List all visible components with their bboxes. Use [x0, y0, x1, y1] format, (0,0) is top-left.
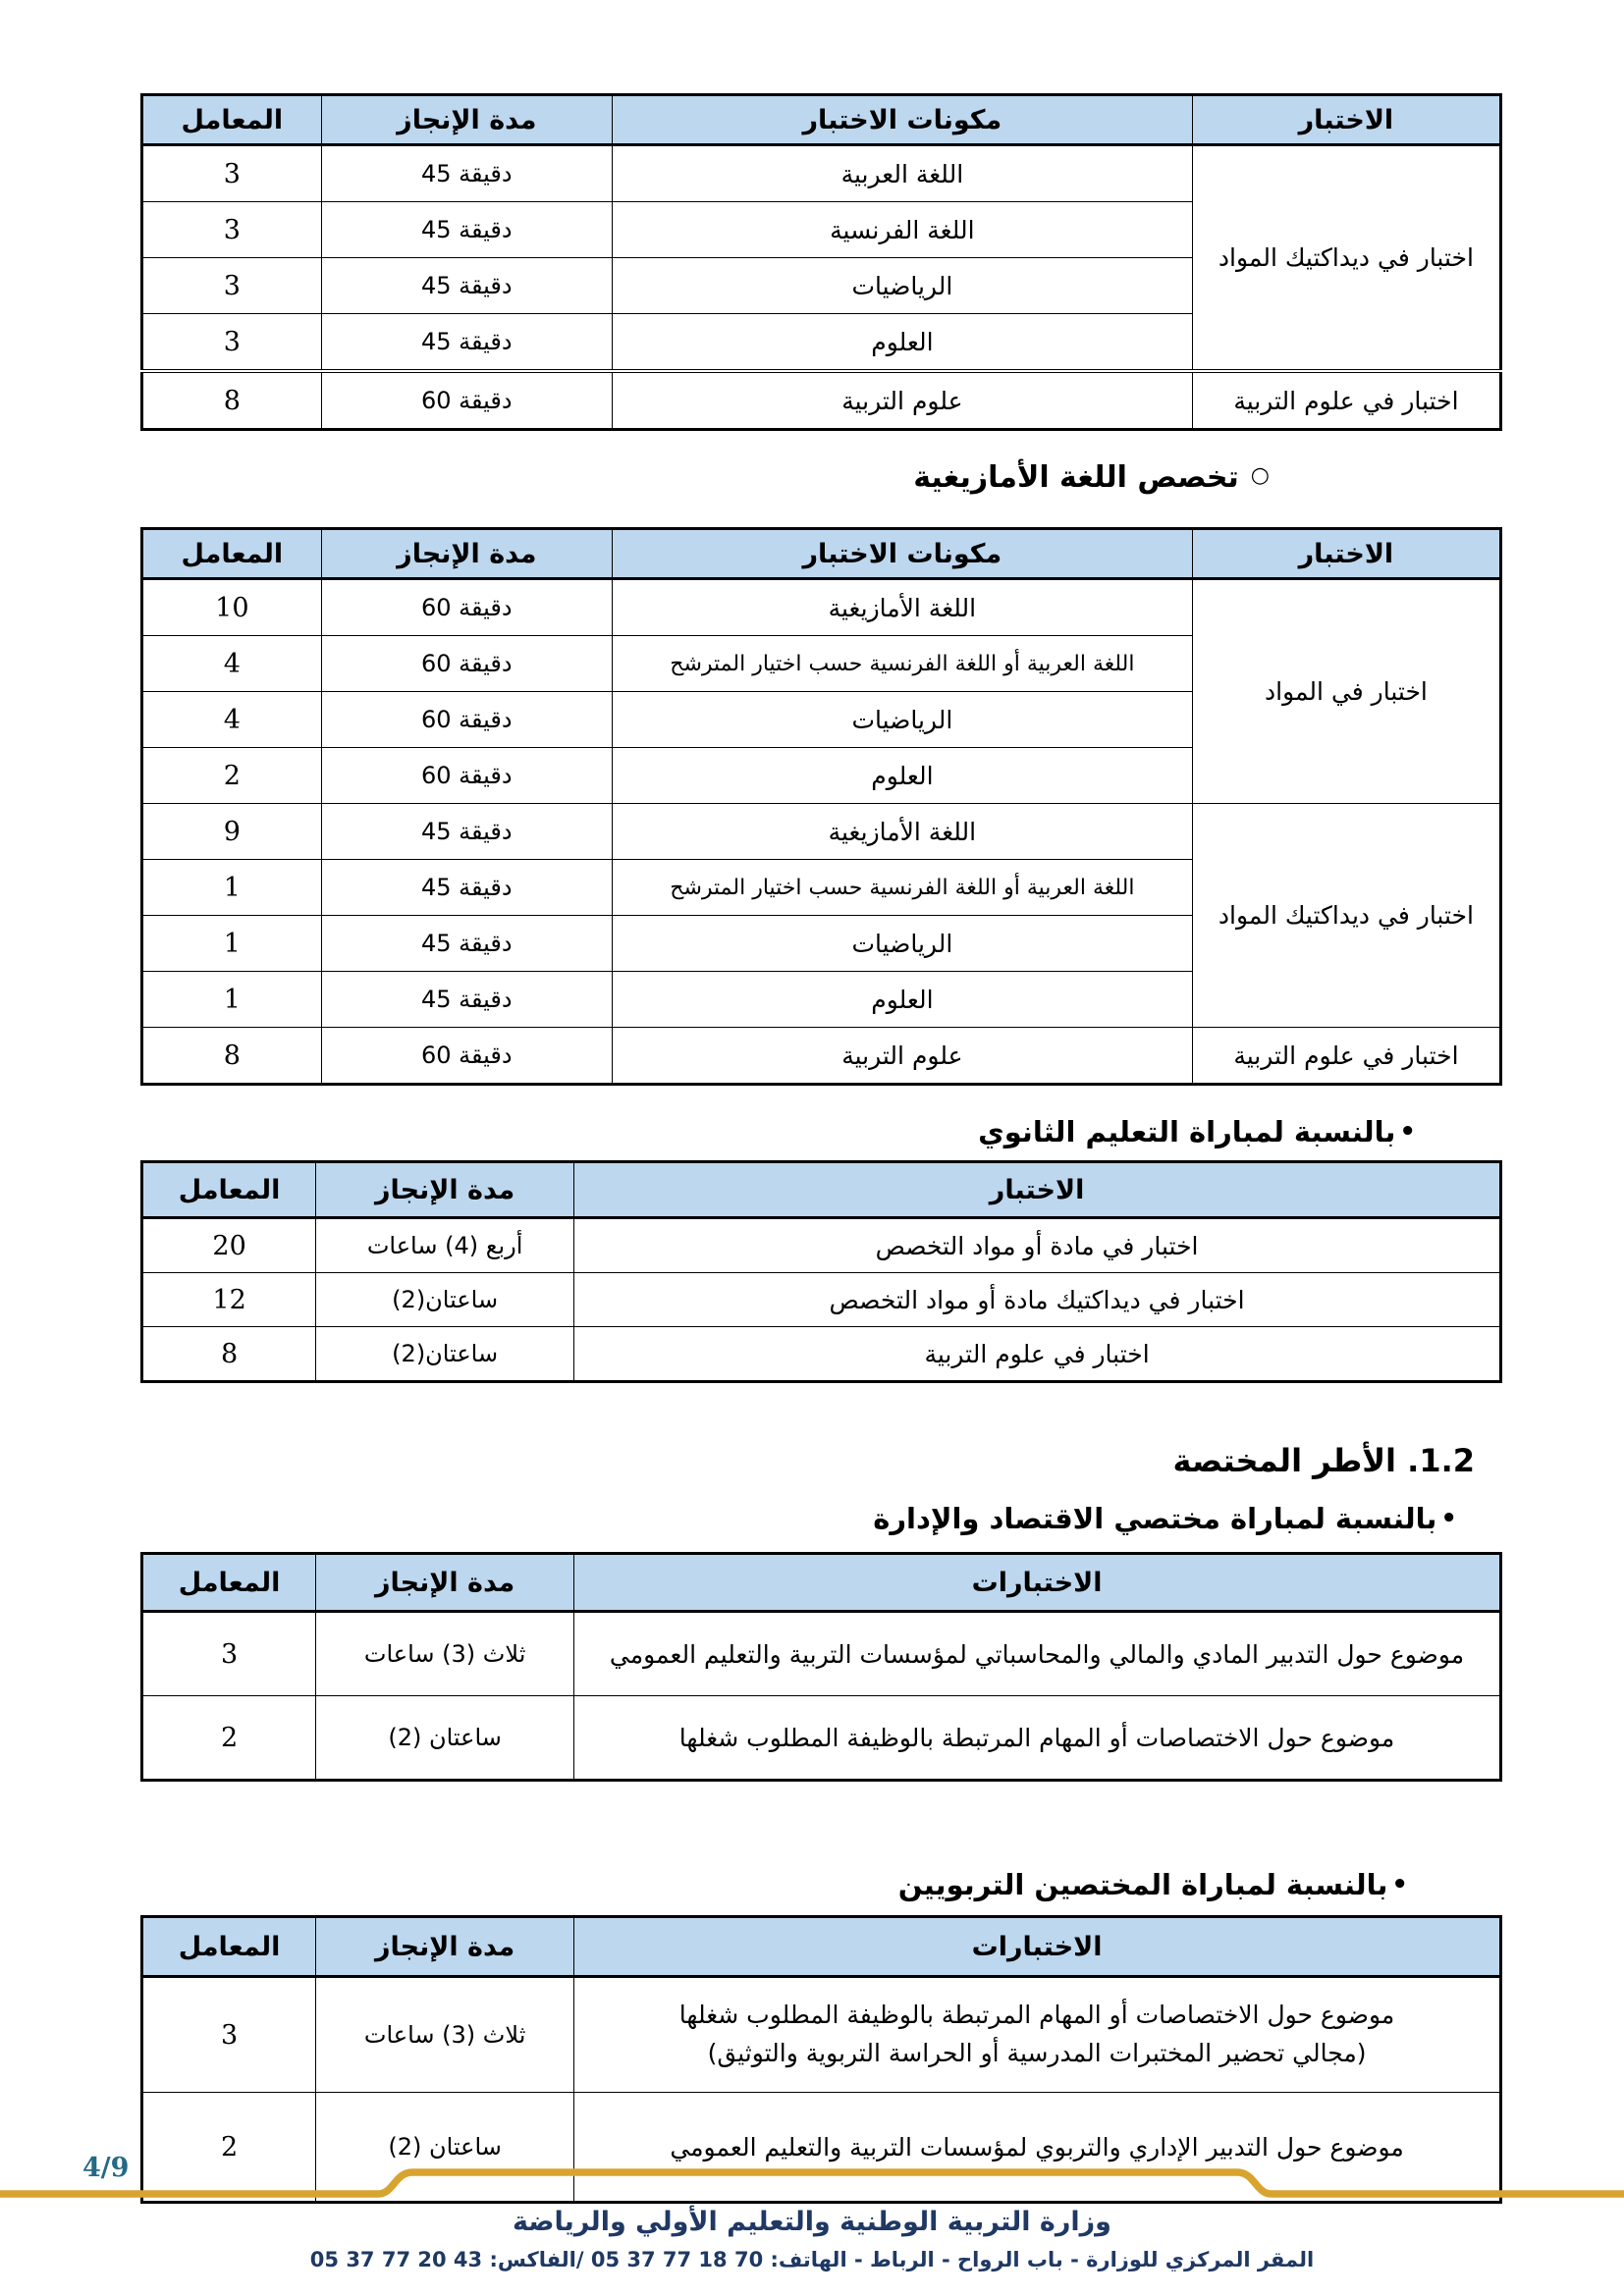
coef-cell: 8	[142, 371, 322, 430]
amazigh-specialty-heading	[140, 454, 1502, 500]
duration-cell: 60 دقيقة	[321, 636, 612, 692]
section-1-2-heading	[140, 1438, 1502, 1483]
exam-cell: اختبار في علوم التربية	[574, 1327, 1501, 1382]
table-header-row	[142, 95, 1501, 145]
t2-header-exam: الاختبار	[1192, 529, 1500, 579]
duration-cell: 45 دقيقة	[321, 972, 612, 1028]
table-row	[142, 1273, 1501, 1327]
table-row	[142, 1327, 1501, 1382]
circle-bullet-icon: ○	[1250, 462, 1270, 488]
duration-cell: ساعتان(2)	[316, 1273, 574, 1327]
component-cell: العلوم	[612, 314, 1192, 372]
component-cell: العلوم	[612, 972, 1192, 1028]
footer-fax-label: /الفاكس:	[482, 2248, 591, 2271]
econ-admin-heading	[140, 1497, 1502, 1540]
coef-cell: 2	[142, 1696, 316, 1781]
table-row	[142, 1977, 1501, 2093]
page-content	[140, 0, 1502, 2204]
component-cell: علوم التربية	[612, 1028, 1192, 1085]
t4-header-duration: مدة الإنجاز	[316, 1554, 574, 1612]
component-cell: الرياضيات	[612, 916, 1192, 972]
table-row	[142, 1696, 1501, 1781]
exam-cell: موضوع حول الاختصاصات أو المهام المرتبطة بالوظيفة المطلوب شغلها	[574, 1696, 1501, 1781]
t4-header-coef: المعامل	[142, 1554, 316, 1612]
component-cell: اللغة العربية أو اللغة الفرنسية حسب اختيار المترشح	[612, 636, 1192, 692]
t3-header-coef: المعامل	[142, 1162, 316, 1218]
duration-cell: 60 دقيقة	[321, 371, 612, 430]
coef-cell: 3	[142, 258, 322, 314]
didactics-table	[140, 93, 1502, 431]
t5-header-duration: مدة الإنجاز	[316, 1917, 574, 1977]
exam-group-cell: اختبار في علوم التربية	[1192, 1028, 1500, 1085]
duration-cell: 60 دقيقة	[321, 579, 612, 636]
table-row	[142, 1218, 1501, 1273]
econ-admin-table	[140, 1552, 1502, 1782]
exam-cell: اختبار في مادة أو مواد التخصص	[574, 1218, 1501, 1273]
exam-group-cell: اختبار في المواد	[1192, 579, 1500, 804]
table-row	[142, 1612, 1501, 1696]
pedagogical-specialists-table	[140, 1915, 1502, 2204]
t1-header-coef: المعامل	[142, 95, 322, 145]
heading-text: بالنسبة لمباراة المختصين التربويين	[897, 1868, 1388, 1901]
coef-cell: 1	[142, 972, 322, 1028]
exam-group-cell: اختبار في ديداكتيك المواد	[1192, 145, 1500, 372]
table-header-row	[142, 1162, 1501, 1218]
component-cell: الرياضيات	[612, 258, 1192, 314]
coef-cell: 1	[142, 860, 322, 916]
heading-text: 1.2. الأطر المختصة	[1172, 1442, 1475, 1479]
t4-header-exams: الاختبارات	[574, 1554, 1501, 1612]
duration-cell: 45 دقيقة	[321, 804, 612, 860]
t2-header-coef: المعامل	[142, 529, 322, 579]
pedagogical-specialists-heading	[140, 1862, 1502, 1907]
coef-cell: 8	[142, 1327, 316, 1382]
duration-cell: ثلاث (3) ساعات	[316, 1977, 574, 2093]
t2-header-components: مكونات الاختبار	[612, 529, 1192, 579]
table-header-row	[142, 1554, 1501, 1612]
exam-group-cell: اختبار في ديداكتيك المواد	[1192, 804, 1500, 1028]
coef-cell: 20	[142, 1218, 316, 1273]
page-number: 4/9	[82, 2153, 130, 2183]
coef-cell: 4	[142, 692, 322, 748]
t1-header-exam: الاختبار	[1192, 95, 1500, 145]
exam-group-cell: اختبار في علوم التربية	[1192, 371, 1500, 430]
exam-line-2: (مجالي تحضير المختبرات المدرسية أو الحراسة التربوية والتوثيق)	[707, 2039, 1367, 2067]
table-row	[142, 145, 1501, 202]
coef-cell: 1	[142, 916, 322, 972]
secondary-education-heading	[140, 1109, 1502, 1154]
coef-cell: 10	[142, 579, 322, 636]
secondary-table	[140, 1160, 1502, 1383]
footer-fax: 05 37 77 20 43	[309, 2248, 483, 2271]
footer-ministry-title: وزارة التربية الوطنية والتعليم الأولي والرياضة	[513, 2207, 1111, 2237]
duration-cell: أربع (4) ساعات	[316, 1218, 574, 1273]
t3-header-duration: مدة الإنجاز	[316, 1162, 574, 1218]
duration-cell: 45 دقيقة	[321, 258, 612, 314]
duration-cell: ثلاث (3) ساعات	[316, 1612, 574, 1696]
heading-text: تخصص اللغة الأمازيغية	[913, 459, 1239, 495]
exam-cell	[574, 1977, 1501, 2093]
table-row	[142, 804, 1501, 860]
table-row	[142, 371, 1501, 430]
duration-cell: 45 دقيقة	[321, 145, 612, 202]
exam-cell: موضوع حول التدبير المادي والمالي والمحاسباتي لمؤسسات التربية والتعليم العمومي	[574, 1612, 1501, 1696]
coef-cell: 2	[142, 748, 322, 804]
coef-cell: 8	[142, 1028, 322, 1085]
heading-text: بالنسبة لمباراة مختصي الاقتصاد والإدارة	[873, 1502, 1437, 1535]
t5-header-exams: الاختبارات	[574, 1917, 1501, 1977]
duration-cell: 60 دقيقة	[321, 692, 612, 748]
coef-cell: 3	[142, 1977, 316, 2093]
duration-cell: 45 دقيقة	[321, 916, 612, 972]
amazigh-table	[140, 527, 1502, 1086]
duration-cell: 45 دقيقة	[321, 202, 612, 258]
exam-line-1: موضوع حول الاختصاصات أو المهام المرتبطة بالوظيفة المطلوب شغلها	[678, 2001, 1395, 2030]
t2-header-duration: مدة الإنجاز	[321, 529, 612, 579]
coef-cell: 12	[142, 1273, 316, 1327]
footer-address-text: المقر المركزي للوزارة - باب الرواح - الرباط - الهاتف:	[763, 2248, 1315, 2271]
duration-cell: 45 دقيقة	[321, 314, 612, 372]
component-cell: اللغة الفرنسية	[612, 202, 1192, 258]
coef-cell: 4	[142, 636, 322, 692]
table-row	[142, 579, 1501, 636]
coef-cell: 2	[142, 2093, 316, 2203]
footer-phone: 05 37 77 18 70	[590, 2248, 764, 2271]
component-cell: العلوم	[612, 748, 1192, 804]
component-cell: اللغة العربية أو اللغة الفرنسية حسب اختيار المترشح	[612, 860, 1192, 916]
table-header-row	[142, 529, 1501, 579]
table-header-row	[142, 1917, 1501, 1977]
coef-cell: 3	[142, 314, 322, 372]
coef-cell: 3	[142, 202, 322, 258]
t5-header-coef: المعامل	[142, 1917, 316, 1977]
t1-header-components: مكونات الاختبار	[612, 95, 1192, 145]
component-cell: اللغة العربية	[612, 145, 1192, 202]
coef-cell: 3	[142, 145, 322, 202]
duration-cell: 60 دقيقة	[321, 1028, 612, 1085]
component-cell: اللغة الأمازيغية	[612, 804, 1192, 860]
bullet-icon: •	[1391, 1870, 1408, 1899]
exam-cell: موضوع حول التدبير الإداري والتربوي لمؤسسات التربية والتعليم العمومي	[574, 2093, 1501, 2203]
component-cell: علوم التربية	[612, 371, 1192, 430]
coef-cell: 3	[142, 1612, 316, 1696]
t1-header-duration: مدة الإنجاز	[321, 95, 612, 145]
table-row	[142, 1028, 1501, 1085]
bullet-icon: •	[1399, 1117, 1416, 1147]
exam-cell: اختبار في ديداكتيك مادة أو مواد التخصص	[574, 1273, 1501, 1327]
heading-text: بالنسبة لمباراة التعليم الثانوي	[978, 1115, 1396, 1148]
bullet-icon: •	[1440, 1504, 1457, 1533]
footer-address	[0, 2248, 1624, 2271]
duration-cell: ساعتان (2)	[316, 1696, 574, 1781]
duration-cell: 45 دقيقة	[321, 860, 612, 916]
t3-header-exam: الاختبار	[574, 1162, 1501, 1218]
duration-cell: ساعتان(2)	[316, 1327, 574, 1382]
duration-cell: 60 دقيقة	[321, 748, 612, 804]
duration-cell: ساعتان (2)	[316, 2093, 574, 2203]
component-cell: الرياضيات	[612, 692, 1192, 748]
component-cell: اللغة الأمازيغية	[612, 579, 1192, 636]
coef-cell: 9	[142, 804, 322, 860]
